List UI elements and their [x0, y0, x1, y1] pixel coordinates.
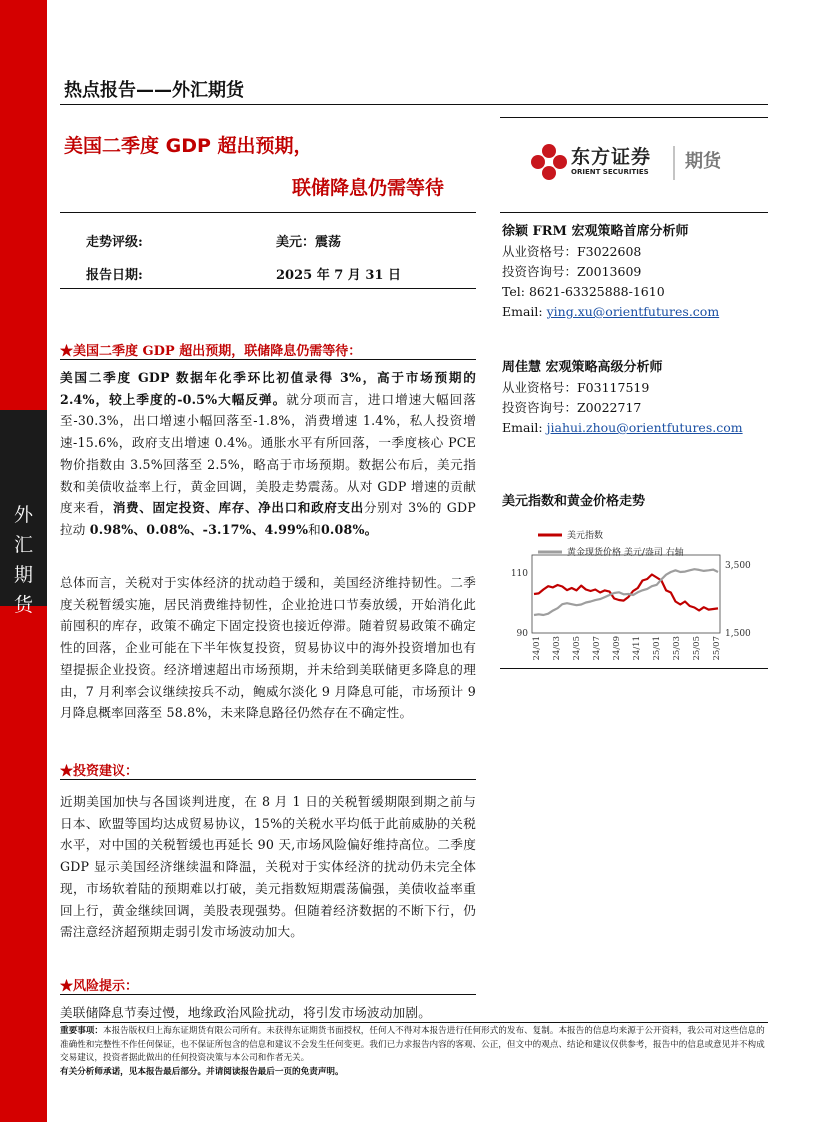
section-divider: [60, 994, 476, 995]
section-heading: ★投资建议：: [60, 764, 139, 779]
orient-logo-icon: [527, 140, 777, 186]
right-axis-tick-label: 3,500: [725, 561, 751, 572]
x-axis-tick-label: 24/09: [612, 636, 622, 661]
sidebar-char: 外: [13, 504, 33, 526]
notice-divider: [60, 1022, 768, 1023]
analyst-tel: Tel: 8621-63325888-1610: [502, 284, 665, 299]
x-axis-tick-label: 24/07: [592, 636, 602, 661]
x-axis-tick-label: 25/05: [692, 636, 702, 661]
disclaimer-footer: 有关分析师承诺，见本报告最后部分。并请阅读报告最后一页的免责声明。: [60, 1066, 344, 1077]
analyst-consult: 投资咨询号：Z0013609: [502, 264, 642, 279]
title-divider: [60, 212, 476, 213]
header-divider: [60, 104, 768, 105]
disclaimer-notice: 重要事项：本报告版权归上海东证期货有限公司所有。未获得东证期货书面授权，任何人不得对本报告进行任何形式的发布、复制。本报告的信息均来源于公开资料，我公司对这些信息的准确性和完整性不作任何保证，也不保证所包含的信息和建议不会发生任何变更。我们已力求报告内容的客观、公正，但文中的观点、结论和建议仅供参考，报告中的信息或意见并不构成交易建议，投资者据此做出的任何投资决策与本公司和作者无关。 有关分析师承诺，见本报告最后部分。并请阅读报告最后一页的免责声明。: [60, 1025, 768, 1079]
analysis-paragraph: 总体而言，关税对于实体经济的扰动趋于缓和，美国经济维持韧性。二季度关税暂缓实施，居民消费维持韧性，企业抢进口节奏放缓，开始消化此前囤积的库存，政策不确定下固定投资也接近停滞。随着贸易政策不确定性的回落，企业可能在下半年恢复投资，贸易协议中的海外投资增加也有望提振企业投资。经济增速超出市场预期，并未给到美联储更多降息的理由，7 月利率会议继续按兵不动，鲍威尔淡化 9 月降息可能，市场预计 9 月降息概率回落至 58.8%，未来降息路径仍然存在不确定性。: [60, 575, 476, 721]
sidebar-category-label: [0, 500, 47, 620]
legend-label: 美元指数: [567, 531, 604, 541]
analyst-email-row: Email: ying.xu@orientfutures.com: [502, 304, 720, 319]
logo-suffix-text: 期货: [685, 151, 721, 172]
rating-label: 走势评级:: [86, 235, 143, 250]
usd-gold-chart: [500, 515, 768, 665]
left-axis-tick-label: 110: [510, 569, 528, 579]
logo-bottom-divider: [500, 212, 768, 213]
analyst-email-row: Email: jiahui.zhou@orientfutures.com: [502, 420, 743, 435]
analyst-email-link[interactable]: jiahui.zhou@orientfutures.com: [546, 420, 743, 435]
section-heading: ★美国二季度 GDP 超出预期，联储降息仍需等待：: [60, 344, 362, 359]
x-axis-tick-label: 24/01: [532, 636, 542, 661]
x-axis-tick-label: 24/05: [572, 636, 582, 661]
chart-divider: [500, 668, 768, 669]
analyst-card: [502, 222, 719, 322]
logo-en-text: ORIENT SECURITIES: [571, 168, 649, 176]
summary-paragraph: 美国二季度 GDP 数据年化季环比初值录得 3%，高于市场预期的 2.4%，较上季度的-0.5%大幅反弹。就分项而言，进口增速大幅回落至-30.3%，出口增速小幅回落至-1.8%，消费增速 1.4%，私人投资增速-15.6%，政府支出增速 0.4%。通胀水平有所回落，一季度核心 PCE 物价指数由 3.5%回落至 2.5%，略高于市场预期。数据公布后，美元指数和美债收益率上行，黄金回调，美股走势震荡。从对 GDP 增速的贡献度来看，消费、固定投资、库存、净出口和政府支出分别对 3%的 GDP 拉动 0.98%、0.08%、-3.17%、4.99%和0.08%。: [60, 370, 476, 537]
logo-cn-text: 东方证券: [571, 146, 652, 168]
sidebar-char: 汇: [13, 534, 33, 556]
analyst-email-link[interactable]: ying.xu@orientfutures.com: [546, 304, 720, 319]
meta-divider: [60, 288, 476, 289]
x-axis-tick-label: 25/01: [652, 636, 662, 661]
section-divider: [60, 359, 476, 360]
analyst-consult: 投资咨询号：Z0022717: [502, 400, 642, 415]
analyst-cert: 从业资格号：F3022608: [502, 244, 642, 259]
risk-paragraph: 美联储降息节奏过慢，地缘政治风险扰动，将引发市场波动加剧。: [60, 1005, 432, 1020]
analyst-name: 周佳慧 宏观策略高级分析师: [502, 360, 663, 375]
left-axis-tick-label: 90: [516, 629, 528, 639]
date-value: 2025 年 7 月 31 日: [276, 268, 401, 283]
analyst-cert: 从业资格号：F03117519: [502, 380, 650, 395]
x-axis-tick-label: 24/03: [552, 636, 562, 661]
date-label: 报告日期:: [86, 268, 143, 283]
investment-advice-paragraph: 近期美国加快与各国谈判进度，在 8 月 1 日的关税暂缓期限到期之前与日本、欧盟等国均达成贸易协议，15%的关税水平均低于此前威胁的关税水平，对中国的关税暂缓也再延长 90 天,市场风险偏好维持高位。二季度 GDP 显示美国经济继续温和降温，关税对于实体经济的扰动仍未完全体现，市场软着陆的预期难以打破，美元指数短期震荡偏强，美债收益率重回上行，黄金继续回调，美股表现强势。但随着经济数据的不断下行，仍需注意经济超预期走弱引发市场波动加大。: [60, 794, 476, 940]
company-logo: [527, 140, 777, 186]
analyst-name: 徐颖 FRM 宏观策略首席分析师: [502, 224, 689, 239]
report-title-line1: 美国二季度 GDP 超出预期，: [64, 135, 313, 157]
x-axis-tick-label: 25/07: [712, 636, 722, 661]
analyst-card: [502, 358, 743, 438]
logo-top-divider: [500, 117, 768, 118]
report-title-line2: 联储降息仍需等待: [292, 177, 445, 199]
right-axis-tick-label: 1,500: [725, 629, 751, 639]
section-divider: [60, 779, 476, 780]
legend-label: 黄金现货价格 美元/盎司 右轴: [567, 548, 684, 558]
rating-value: 美元：震荡: [276, 235, 342, 250]
x-axis-tick-label: 25/03: [672, 636, 682, 661]
report-category-title: 热点报告——外汇期货: [64, 80, 244, 101]
sidebar-char: 货: [13, 594, 33, 616]
chart-title: 美元指数和黄金价格走势: [502, 494, 646, 509]
section-heading: ★风险提示：: [60, 979, 139, 994]
sidebar-char: 期: [13, 564, 33, 586]
x-axis-tick-label: 24/11: [632, 636, 642, 661]
